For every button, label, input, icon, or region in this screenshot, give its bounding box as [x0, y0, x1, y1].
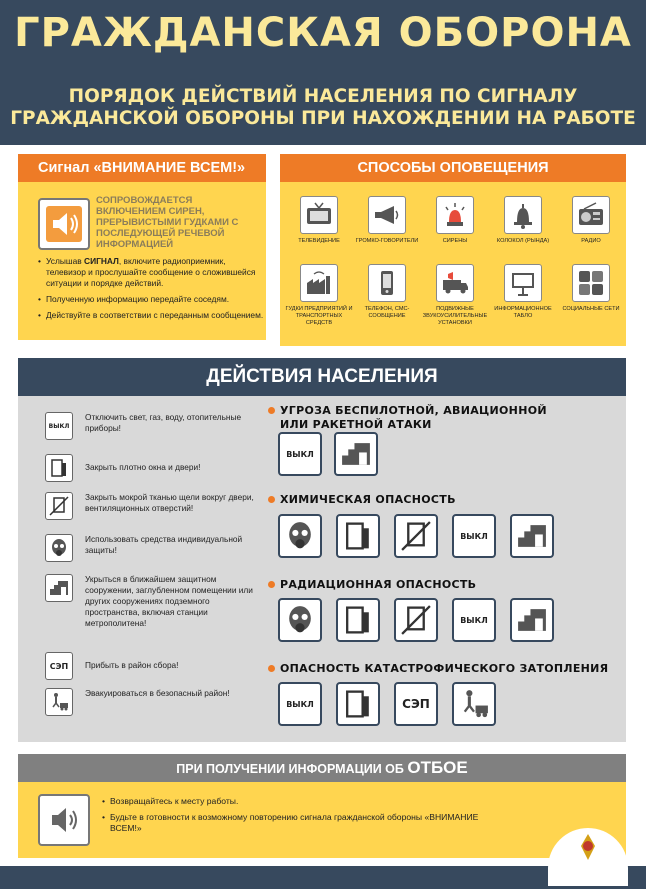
method-factory-horns: ГУДКИ ПРЕДПРИЯТИЙ И ТРАНСПОРТНЫХ СРЕДСТВ [284, 264, 354, 327]
method-info-board: ИНФОРМАЦИОННОЕ ТАБЛО [488, 264, 558, 320]
method-mobile-units: ПОДВИЖНЫЕ ЗВУКОУСИЛИТЕЛЬНЫЕ УСТАНОВКИ [420, 264, 490, 327]
close-door-icon [336, 514, 380, 558]
bullet-dot [268, 581, 275, 588]
method-bell: КОЛОКОЛ (РЫНДА) [488, 196, 558, 245]
board-icon [504, 264, 542, 302]
signal-instruction-3: • Действуйте в соответствии с переданным сообщением. [38, 310, 266, 321]
vehicle-icon [436, 264, 474, 302]
threat-title-chemical: ХИМИЧЕСКАЯ ОПАСНОСТЬ [280, 493, 456, 507]
method-radio: РАДИО [556, 196, 626, 245]
power-off-icon: ВЫКЛ [45, 412, 73, 440]
social-icon [572, 264, 610, 302]
power-off-icon: ВЫКЛ [278, 682, 322, 726]
method-tv: ТЕЛЕВИДЕНИЕ [284, 196, 354, 245]
threat-title-radiation: РАДИАЦИОННАЯ ОПАСНОСТЬ [280, 578, 476, 592]
all-clear-instruction-2: • Будьте в готовности к возможному повторению сигнала гражданской обороны «ВНИМАНИЕ ВСЕМ!» [102, 812, 482, 834]
signal-description: СОПРОВОЖДАЕТСЯ ВКЛЮЧЕНИЕМ СИРЕН, ПРЕРЫВИСТЫМИ ГУДКАМИ С ПОСЛЕДУЮЩЕЙ РЕЧЕВОЙ ИНФОРМАЦИЕЙ [96, 195, 239, 250]
sep-icon: СЭП [394, 682, 438, 726]
method-social-networks: СОЦИАЛЬНЫЕ СЕТИ [556, 264, 626, 313]
shelter-icon [45, 574, 73, 602]
sep-icon: СЭП [45, 652, 73, 680]
speaker-icon [38, 794, 90, 846]
signal-instructions [38, 256, 266, 326]
page-subtitle [0, 86, 646, 130]
notification-methods-panel [280, 154, 626, 346]
header-banner [0, 0, 646, 145]
bullet-dot [268, 496, 275, 503]
bell-icon [504, 196, 542, 234]
bullet-dot [268, 407, 275, 414]
close-door-icon [45, 454, 73, 482]
signal-heading: Сигнал «ВНИМАНИЕ ВСЕМ!» [18, 154, 266, 182]
close-door-icon [336, 682, 380, 726]
radio-icon [572, 196, 610, 234]
phone-icon [368, 264, 406, 302]
methods-heading: СПОСОБЫ ОПОВЕЩЕНИЯ [280, 154, 626, 182]
evacuate-icon [45, 688, 73, 716]
shelter-icon [334, 432, 378, 476]
loudspeaker-icon [38, 198, 90, 250]
seal-gaps-icon [394, 598, 438, 642]
power-off-icon: ВЫКЛ [452, 598, 496, 642]
gas-mask-icon [278, 598, 322, 642]
seal-gaps-icon [45, 492, 73, 520]
method-phone-sms: ТЕЛЕФОН, СМС-СООБЩЕНИЕ [352, 264, 422, 320]
gas-mask-icon [45, 534, 73, 562]
shelter-icon [510, 514, 554, 558]
bullet-dot [268, 665, 275, 672]
subtitle-line-2: ГРАЖДАНСКОЙ ОБОРОНЫ ПРИ НАХОЖДЕНИИ НА РАБОТЕ [10, 108, 636, 129]
seal-gaps-icon [394, 514, 438, 558]
emblem-label: МЧС России [590, 870, 624, 876]
page-title: ГРАЖДАНСКАЯ ОБОРОНА [14, 10, 632, 56]
evacuate-icon [452, 682, 496, 726]
all-clear-heading: ПРИ ПОЛУЧЕНИИ ИНФОРМАЦИИ ОБ ОТБОЕ [18, 754, 626, 782]
signal-instruction-1: • Услышав СИГНАЛ, включите радиоприемник, телевизор и прослушайте сообщение о сложившейся ситуации и порядке действий. [38, 256, 266, 289]
subtitle-line-1: ПОРЯДОК ДЕЙСТВИЙ НАСЕЛЕНИЯ ПО СИГНАЛУ [68, 86, 578, 107]
signal-instruction-2: • Полученную информацию передайте соседям. [38, 294, 266, 305]
method-sirens: СИРЕНЫ [420, 196, 490, 245]
all-clear-instructions [102, 796, 482, 839]
gas-mask-icon [278, 514, 322, 558]
actions-panel: ВЫКЛ Отключить свет, газ, воду, отопительные приборы! Закрыть плотно окна и двери! Закрыть мокрой тканью щели вокруг двери, вентиляционных отверстий! Использовать средства индивидуальной защиты! Укрыться в ближайшем защитном сооружении, заглубленном помещении или других сооружениях подземного пространства, включая станции метрополитена! СЭП Прибыть в район сбора! Эвакуироваться в безопасный район! УГРОЗА БЕСПИЛОТНОЙ, АВИАЦИОННОЙ ИЛИ РАКЕТНОЙ АТАКИ ВЫКЛ ХИМИЧЕСКАЯ ОПАСНОСТЬ ВЫКЛ РАДИАЦИОННАЯ ОПАСНОСТЬ ВЫКЛ ОПАСНОСТЬ КАТАСТРОФИЧЕСКОГО ЗАТОПЛЕНИЯ ВЫКЛ СЭП [18, 396, 626, 742]
threat-title-flood: ОПАСНОСТЬ КАТАСТРОФИЧЕСКОГО ЗАТОПЛЕНИЯ [280, 662, 608, 676]
close-door-icon [336, 598, 380, 642]
power-off-icon: ВЫКЛ [278, 432, 322, 476]
actions-heading: ДЕЙСТВИЯ НАСЕЛЕНИЯ [18, 358, 626, 396]
megaphone-icon [368, 196, 406, 234]
threat-title-air-attack: УГРОЗА БЕСПИЛОТНОЙ, АВИАЦИОННОЙ ИЛИ РАКЕТНОЙ АТАКИ [280, 404, 547, 432]
mchs-emblem-icon [548, 828, 628, 886]
factory-icon [300, 264, 338, 302]
siren-icon [436, 196, 474, 234]
tv-icon [300, 196, 338, 234]
all-clear-instruction-1: • Возвращайтесь к месту работы. [102, 796, 482, 807]
shelter-icon [510, 598, 554, 642]
method-loudspeakers: ГРОМКО-ГОВОРИТЕЛИ [352, 196, 422, 245]
signal-panel [18, 154, 266, 340]
all-clear-panel [18, 782, 626, 858]
power-off-icon: ВЫКЛ [452, 514, 496, 558]
